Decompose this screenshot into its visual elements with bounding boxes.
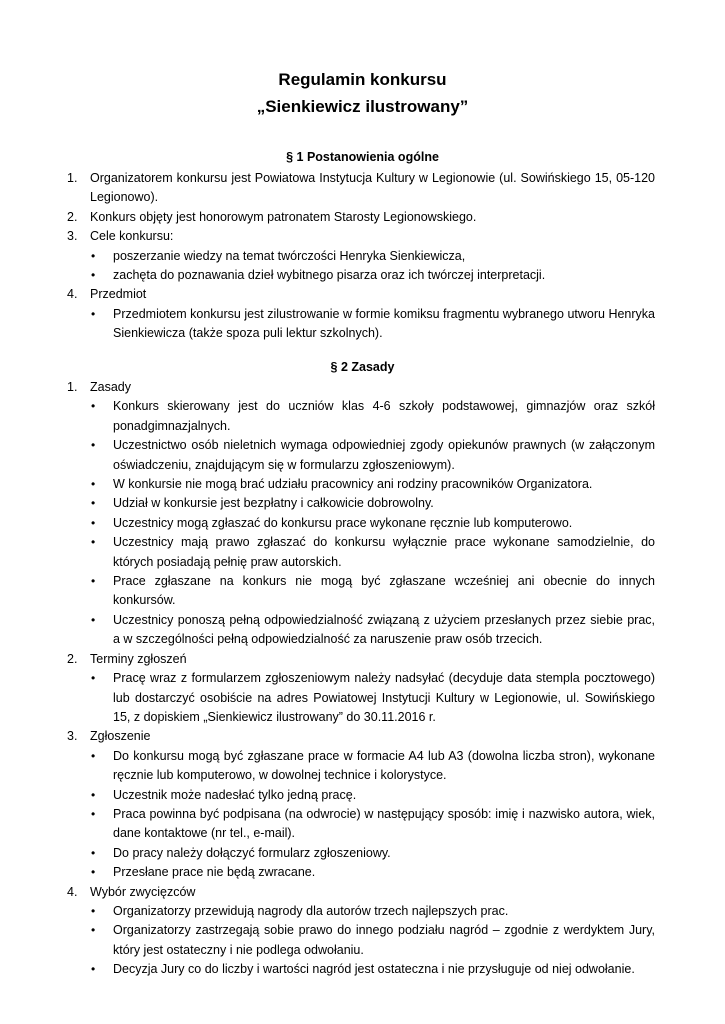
bullet-icon: • xyxy=(91,399,96,414)
bullet-icon: • xyxy=(91,748,96,763)
bullet-item xyxy=(0,863,725,882)
item-text: Wybór zwycięzców xyxy=(90,884,196,899)
item-text: Cele konkursu: xyxy=(90,229,174,244)
bullet-item xyxy=(0,902,725,921)
bullet-icon: • xyxy=(91,923,96,938)
bullet-list xyxy=(0,247,725,286)
bullet-text: Uczestnicy ponoszą pełną odpowiedzialność związaną z użyciem przesłanych przez siebie prac, a w szczególności pełną odpowiedzialność za naruszenie praw osób trzecich. xyxy=(113,612,655,647)
list-item xyxy=(0,650,725,669)
bullet-text: Decyzja Jury co do liczby i wartości nagród jest ostateczna i nie przysługuje od niej odwołanie. xyxy=(113,962,635,977)
bullet-text: Uczestnictwo osób nieletnich wymaga odpowiedniej zgody opiekunów prawnych (w załączonym oświadczeniu, znajdującym się w formularzu zgłoszeniowym). xyxy=(113,438,655,472)
item-number: 4. xyxy=(67,884,78,899)
section-2-list xyxy=(0,378,725,980)
bullet-item xyxy=(0,514,725,533)
bullet-icon: • xyxy=(91,787,96,802)
bullet-item xyxy=(0,669,725,727)
bullet-item xyxy=(0,805,725,844)
bullet-icon: • xyxy=(91,962,96,977)
title-line-1: Regulamin konkursu xyxy=(278,70,447,89)
bullet-text: W konkursie nie mogą brać udziału pracownicy ani rodziny pracowników Organizatora. xyxy=(113,477,593,492)
bullet-icon: • xyxy=(91,903,96,918)
bullet-icon: • xyxy=(91,535,96,550)
bullet-text: Pracę wraz z formularzem zgłoszeniowym należy nadsyłać (decyduje data stempla pocztowego) lub dostarczyć osobiście na adres Powiatowej Instytucji Kultury w Legionowie, ul. Sowińskiego 15, z dopiskiem „Sienkiewicz ilustrowany” do 30.11.2016 r. xyxy=(113,671,655,724)
bullet-item xyxy=(0,397,725,436)
item-text: Zasady xyxy=(90,380,131,394)
bullet-icon: • xyxy=(91,438,96,453)
bullet-text: Organizatorzy przewidują nagrody dla autorów trzech najlepszych prac. xyxy=(113,903,509,918)
bullet-item xyxy=(0,572,725,611)
bullet-text: Uczestnik może nadesłać tylko jedną pracę. xyxy=(113,787,357,802)
bullet-icon: • xyxy=(91,248,96,263)
list-item xyxy=(0,727,725,746)
bullet-list xyxy=(0,397,725,649)
list-item xyxy=(0,378,725,397)
bullet-text: Udział w konkursie jest bezpłatny i całkowicie dobrowolny. xyxy=(113,496,434,511)
bullet-icon: • xyxy=(91,268,96,283)
bullet-icon: • xyxy=(91,845,96,860)
section-1-list xyxy=(0,169,725,344)
bullet-item xyxy=(0,247,725,266)
bullet-icon: • xyxy=(91,671,96,686)
bullet-list xyxy=(0,902,725,980)
bullet-icon: • xyxy=(91,515,96,530)
bullet-list xyxy=(0,669,725,727)
item-number: 2. xyxy=(67,651,78,666)
item-text: Konkurs objęty jest honorowym patronatem Starosty Legionowskiego. xyxy=(90,209,477,224)
bullet-text: Uczestnicy mają prawo zgłaszać do konkursu wyłącznie prace wykonane samodzielnie, do których posiadają pełnię praw autorskich. xyxy=(113,535,655,569)
bullet-item xyxy=(0,436,725,475)
bullet-item xyxy=(0,960,725,979)
item-text: Przedmiot xyxy=(90,287,147,302)
bullet-text: Przedmiotem konkursu jest zilustrowanie w formie komiksu fragmentu wybranego utworu Henryka Sienkiewicza (także spoza puli lektur szkolnych). xyxy=(113,306,655,341)
list-item xyxy=(0,227,725,246)
bullet-item xyxy=(0,266,725,285)
bullet-text: Praca powinna być podpisana (na odwrocie) w następujący sposób: imię i nazwisko autora, wiek, dane kontaktowe (nr tel., e-mail). xyxy=(113,806,655,841)
item-number: 3. xyxy=(67,729,78,744)
bullet-item xyxy=(0,305,725,344)
list-item xyxy=(0,883,725,902)
item-text: Organizatorem konkursu jest Powiatowa Instytucja Kultury w Legionowie (ul. Sowińskiego 15, 05-120 Legionowo). xyxy=(90,171,655,205)
bullet-list xyxy=(0,747,725,883)
bullet-icon: • xyxy=(91,306,96,321)
item-number: 2. xyxy=(67,209,78,224)
bullet-icon: • xyxy=(91,574,96,589)
item-number: 1. xyxy=(67,380,78,394)
bullet-list xyxy=(0,305,725,344)
item-number: 1. xyxy=(67,171,78,185)
title-line-2: „Sienkiewicz ilustrowany” xyxy=(256,97,469,116)
bullet-item xyxy=(0,786,725,805)
section-1-heading: § 1 Postanowienia ogólne xyxy=(286,150,439,164)
bullet-text: zachęta do poznawania dzieł wybitnego pisarza oraz ich twórczej interpretacji. xyxy=(113,268,546,283)
item-text: Zgłoszenie xyxy=(90,729,151,744)
bullet-text: Konkurs skierowany jest do uczniów klas 4-6 szkoły podstawowej, gimnazjów oraz szkół ponadgimnazjalnych. xyxy=(113,399,655,433)
item-text: Terminy zgłoszeń xyxy=(90,651,187,666)
bullet-item xyxy=(0,533,725,572)
item-number: 4. xyxy=(67,287,78,302)
bullet-icon: • xyxy=(91,477,96,492)
bullet-text: Do pracy należy dołączyć formularz zgłoszeniowy. xyxy=(113,845,391,860)
bullet-item xyxy=(0,494,725,513)
bullet-item xyxy=(0,844,725,863)
bullet-text: Uczestnicy mogą zgłaszać do konkursu prace wykonane ręcznie lub komputerowo. xyxy=(113,515,573,530)
bullet-icon: • xyxy=(91,496,96,511)
bullet-text: Do konkursu mogą być zgłaszane prace w formacie A4 lub A3 (dowolna liczba stron), wykonane ręcznie lub komputerowo, w dowolnej technice i kolorystyce. xyxy=(113,748,655,783)
section-2-heading: § 2 Zasady xyxy=(330,360,395,374)
bullet-text: poszerzanie wiedzy na temat twórczości Henryka Sienkiewicza, xyxy=(113,248,466,263)
bullet-icon: • xyxy=(91,865,96,880)
bullet-icon: • xyxy=(91,806,96,821)
bullet-icon: • xyxy=(91,612,96,627)
bullet-item xyxy=(0,747,725,786)
list-item xyxy=(0,285,725,304)
item-number: 3. xyxy=(67,229,78,244)
bullet-item xyxy=(0,611,725,650)
list-item xyxy=(0,169,725,208)
bullet-text: Organizatorzy zastrzegają sobie prawo do innego podziału nagród – zgodnie z werdyktem Jury, który jest ostateczny i nie podlega odwołaniu. xyxy=(113,923,655,957)
list-item xyxy=(0,208,725,227)
bullet-item xyxy=(0,475,725,494)
bullet-text: Przesłane prace nie będą zwracane. xyxy=(113,865,316,880)
document-title xyxy=(0,66,725,120)
bullet-item xyxy=(0,921,725,960)
bullet-text: Prace zgłaszane na konkurs nie mogą być zgłaszane wcześniej ani obecnie do innych konkursów. xyxy=(113,574,655,608)
